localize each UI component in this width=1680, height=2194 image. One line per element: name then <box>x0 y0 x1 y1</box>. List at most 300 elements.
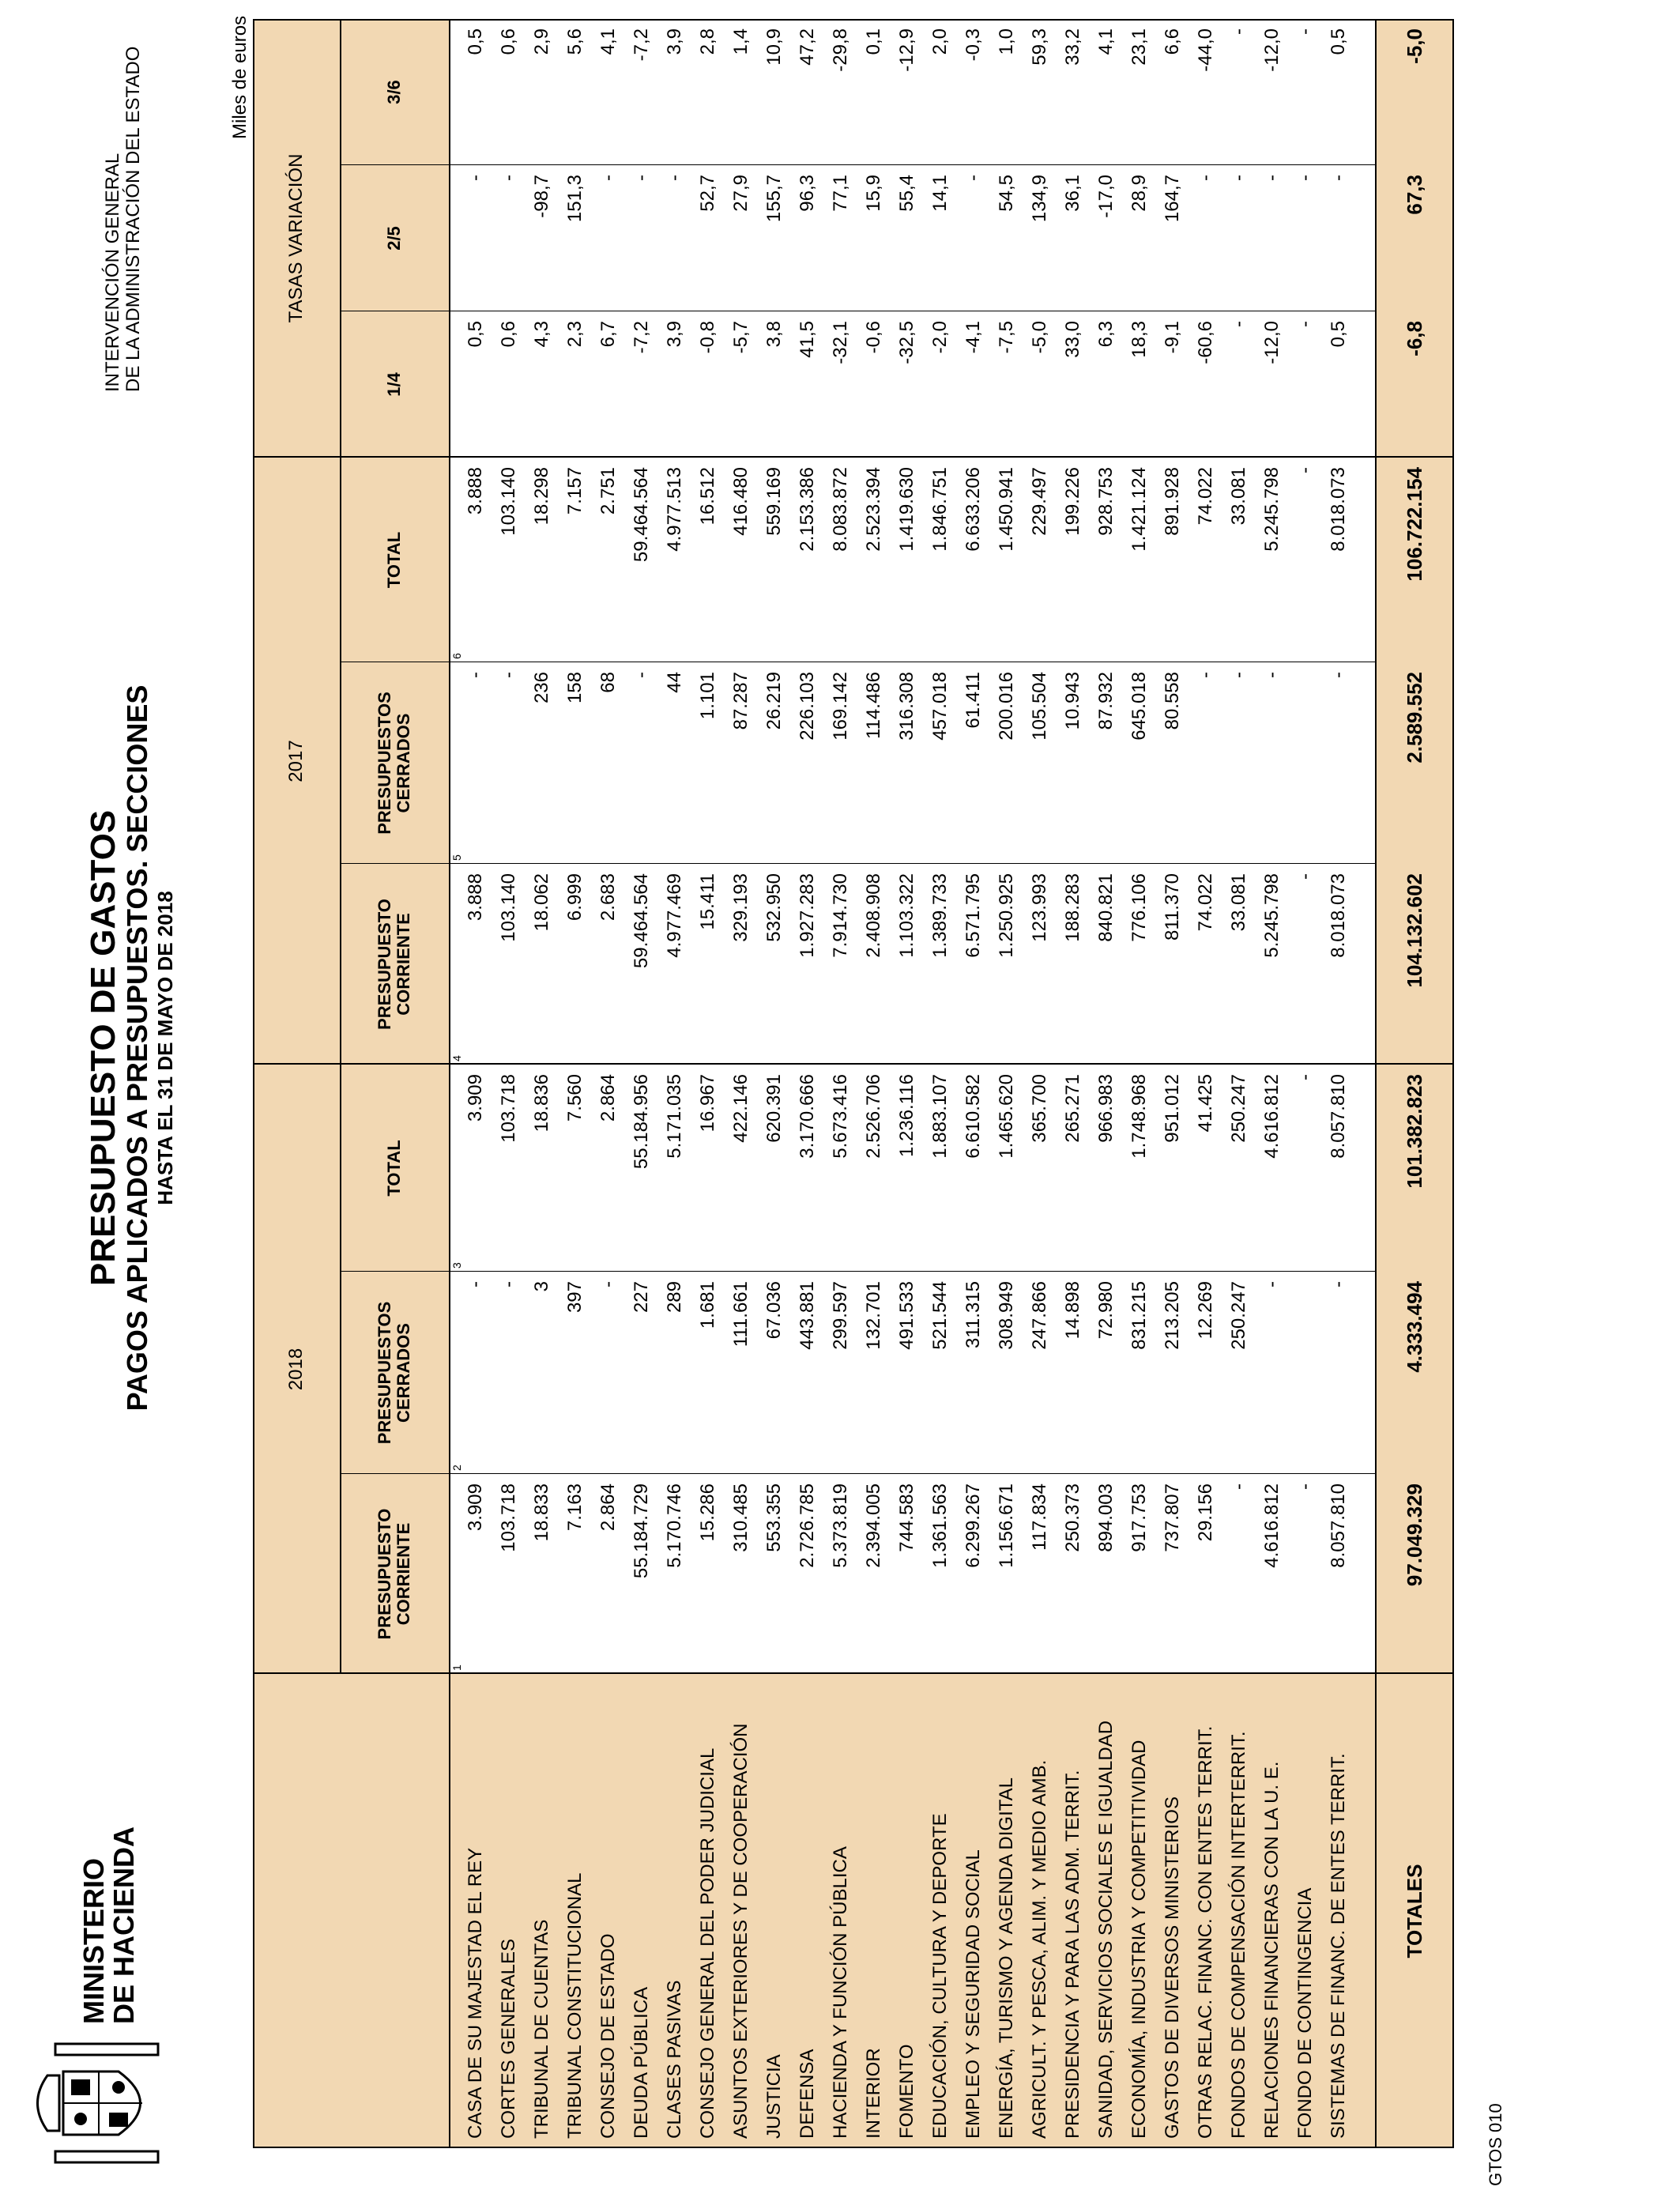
row-label: RELACIONES FINANCIERAS CON LA U. E. <box>1261 1761 1283 2139</box>
cell-value: 7.157 <box>564 467 586 515</box>
cell-value: 111.661 <box>730 1281 751 1348</box>
cell-value: 3.909 <box>465 1074 486 1122</box>
cell-value: - <box>498 175 519 181</box>
cell-value: 1.236.116 <box>896 1074 917 1157</box>
cell-value: 16.967 <box>697 1074 718 1133</box>
cell-value: -29,8 <box>830 28 851 72</box>
total-c4: 104.132.602 <box>1402 873 1426 988</box>
cell-value: 29.156 <box>1195 1483 1216 1542</box>
cell-value: 8.057.810 <box>1328 1483 1349 1568</box>
cell-value: 158 <box>564 672 586 704</box>
cell-value: - <box>631 175 652 181</box>
table-row <box>1323 19 1354 2148</box>
cell-value: 3,9 <box>664 321 685 348</box>
col-header-rate-2-5: 2/5 <box>384 226 404 251</box>
cell-value: 365.700 <box>1029 1074 1050 1143</box>
cell-value: 2.526.706 <box>863 1074 884 1159</box>
cell-value: 8.018.073 <box>1328 873 1349 958</box>
cell-value: 15,9 <box>863 175 884 212</box>
total-rate-3-6: -5,0 <box>1402 28 1426 64</box>
row-label: ENERGÍA, TURISMO Y AGENDA DIGITAL <box>996 1777 1017 2139</box>
intervention-block <box>103 47 144 392</box>
cell-value: - <box>664 175 685 181</box>
cell-value: 164,7 <box>1162 175 1183 223</box>
total-c1: 97.049.329 <box>1402 1483 1426 1587</box>
cell-value: 1,0 <box>996 28 1017 55</box>
cell-value: 397 <box>564 1281 586 1314</box>
cell-value: - <box>1328 175 1349 181</box>
cell-value: 2,9 <box>531 28 552 55</box>
row-label: CONSEJO DE ESTADO <box>597 1933 619 2139</box>
cell-value: 3 <box>531 1281 552 1292</box>
cell-value: 27,9 <box>730 175 751 212</box>
table-row <box>1256 19 1288 2148</box>
cell-value: 103.718 <box>498 1074 519 1143</box>
col-header-6: TOTAL <box>384 531 404 589</box>
cell-value: - <box>1294 873 1316 880</box>
cell-value: - <box>498 1281 519 1287</box>
cell-value: 7.163 <box>564 1483 586 1532</box>
cell-value: 1.846.751 <box>929 467 951 552</box>
cell-value: - <box>1228 175 1249 181</box>
cell-value: 7.914.730 <box>830 873 851 958</box>
cell-value: 840.821 <box>1095 873 1117 942</box>
group-rates: TASAS VARIACIÓN <box>285 153 307 323</box>
cell-value: 12.269 <box>1195 1281 1216 1340</box>
cell-value: 8.083.872 <box>830 467 851 552</box>
cell-value: 1.748.968 <box>1128 1074 1150 1159</box>
cell-value: 18,3 <box>1128 321 1150 358</box>
cell-value: 15.286 <box>697 1483 718 1542</box>
table-row <box>1057 19 1089 2148</box>
cell-value: 4,1 <box>597 28 619 55</box>
cell-value: 155,7 <box>763 175 785 223</box>
cell-value: 52,7 <box>697 175 718 212</box>
cell-value: 311.315 <box>962 1281 984 1348</box>
cell-value: 2.683 <box>597 873 619 922</box>
cell-value: 236 <box>531 672 552 704</box>
cell-value: 55,4 <box>896 175 917 212</box>
cell-value: 74.022 <box>1195 467 1216 526</box>
cell-value: 6.299.267 <box>962 1483 984 1568</box>
cell-value: - <box>1294 175 1316 181</box>
cell-value: 737.807 <box>1162 1483 1183 1552</box>
row-label: ECONOMÍA, INDUSTRIA Y COMPETITIVIDAD <box>1128 1740 1150 2139</box>
cell-value: 0,1 <box>863 28 884 55</box>
data-table <box>253 19 1454 2148</box>
cell-value: 299.597 <box>830 1281 851 1350</box>
cell-value: - <box>1195 672 1216 678</box>
cell-value: -32,5 <box>896 321 917 364</box>
cell-value: 6.610.582 <box>962 1074 984 1159</box>
cell-value: 59.464.564 <box>631 467 652 563</box>
table-row <box>991 19 1023 2148</box>
row-label: FONDO DE CONTINGENCIA <box>1294 1887 1316 2139</box>
cell-value: 117.834 <box>1029 1483 1050 1551</box>
cell-value: 0,6 <box>498 321 519 348</box>
cell-value: 310.485 <box>730 1483 751 1552</box>
cell-value: 132.701 <box>863 1281 884 1350</box>
cell-value: 114.486 <box>863 672 884 739</box>
cell-value: 1.156.671 <box>996 1483 1017 1568</box>
cell-value: - <box>1228 1483 1249 1490</box>
cell-value: -7,2 <box>631 321 652 354</box>
cell-value: 54,5 <box>996 175 1017 212</box>
cell-value: - <box>1294 321 1316 327</box>
cell-value: 8.018.073 <box>1328 467 1349 552</box>
table-row <box>460 19 492 2148</box>
cell-value: - <box>631 672 652 678</box>
cell-value: 96,3 <box>797 175 818 212</box>
cell-value: 33.081 <box>1228 873 1249 932</box>
cell-value: 329.193 <box>730 873 751 942</box>
total-rate-2-5: 67,3 <box>1402 175 1426 215</box>
cell-value: - <box>1294 28 1316 35</box>
cell-value: 6,7 <box>597 321 619 348</box>
cell-value: -2,0 <box>929 321 951 354</box>
cell-value: 55.184.729 <box>631 1483 652 1579</box>
cell-value: 80.558 <box>1162 672 1183 730</box>
cell-value: 41,5 <box>797 321 818 358</box>
cell-value: - <box>597 175 619 181</box>
cell-value: 250.247 <box>1228 1281 1249 1350</box>
cell-value: 6.571.795 <box>962 873 984 958</box>
ministry-line1: MINISTERIO <box>77 1857 110 2024</box>
cell-value: 105.504 <box>1029 672 1050 741</box>
cell-value: 1.465.620 <box>996 1074 1017 1159</box>
cell-value: -5,7 <box>730 321 751 354</box>
cell-value: 0,5 <box>465 321 486 348</box>
cell-value: 169.142 <box>830 672 851 741</box>
cell-value: - <box>1228 321 1249 327</box>
cell-value: 67.036 <box>763 1281 785 1340</box>
cell-value: 18.298 <box>531 467 552 526</box>
col-index-5: 5 <box>450 854 463 861</box>
cell-value: 16.512 <box>697 467 718 526</box>
cell-value <box>1290 1281 1321 1474</box>
cell-value: - <box>1328 1281 1349 1287</box>
cell-value: 491.533 <box>896 1281 917 1350</box>
title-block <box>85 613 177 1483</box>
cell-value: 2.726.785 <box>797 1483 818 1568</box>
cell-value: 891.928 <box>1162 467 1183 536</box>
header-divider <box>449 19 450 2148</box>
cell-value: 532.950 <box>763 873 785 942</box>
col-header-3: TOTAL <box>384 1140 404 1197</box>
col-header-2: PRESUPUESTOS CERRADOS <box>375 1301 413 1445</box>
cell-value: 59.464.564 <box>631 873 652 969</box>
col-header-rate-3-6: 3/6 <box>384 80 404 104</box>
cell-value: 87.287 <box>730 672 751 730</box>
cell-value: 3.888 <box>465 873 486 922</box>
cell-value: 33,2 <box>1062 28 1083 66</box>
cell-value: 265.271 <box>1062 1074 1083 1143</box>
table-row <box>858 19 890 2148</box>
cell-value: 422.146 <box>730 1074 751 1143</box>
report-subtitle: PAGOS APLICADOS A PRESUPUESTOS. SECCIONES <box>121 684 153 1412</box>
cell-value: 2.864 <box>597 1074 619 1122</box>
col-index-1: 1 <box>450 1664 463 1671</box>
cell-value: - <box>465 672 486 678</box>
cell-value: -7,5 <box>996 321 1017 354</box>
cell-value: 59,3 <box>1029 28 1050 66</box>
table-row <box>1090 19 1122 2148</box>
intervention-line2: DE LA ADMINISTRACIÓN DEL ESTADO <box>122 46 144 392</box>
cell-value: 5,6 <box>564 28 586 55</box>
cell-value: - <box>1261 672 1283 678</box>
row-label: EDUCACIÓN, CULTURA Y DEPORTE <box>929 1813 951 2139</box>
cell-value: 951.012 <box>1162 1074 1183 1143</box>
row-label: CORTES GENERALES <box>498 1939 519 2139</box>
cell-value: 5.170.746 <box>664 1483 685 1568</box>
cell-value: 14,1 <box>929 175 951 212</box>
cell-value: -12,0 <box>1261 28 1283 72</box>
cell-value: 4.977.513 <box>664 467 685 552</box>
cell-value: -0,3 <box>962 28 984 62</box>
cell-value: 2,3 <box>564 321 586 348</box>
cell-value: -12,9 <box>896 28 917 72</box>
row-label: INTERIOR <box>863 2048 884 2139</box>
cell-value: 2,8 <box>697 28 718 55</box>
report-date: HASTA EL 31 DE MAYO DE 2018 <box>153 891 177 1205</box>
col-header-5: PRESUPUESTOS CERRADOS <box>375 692 413 835</box>
cell-value: 72.980 <box>1095 1281 1117 1340</box>
row-label: SANIDAD, SERVICIOS SOCIALES E IGUALDAD <box>1095 1720 1117 2139</box>
cell-value: 74.022 <box>1195 873 1216 932</box>
cell-value: 416.480 <box>730 467 751 536</box>
cell-value: 6,3 <box>1095 321 1117 348</box>
table-row <box>1290 19 1321 2148</box>
cell-value: -5,0 <box>1029 321 1050 354</box>
cell-value: 894.003 <box>1095 1483 1117 1552</box>
col-index-3: 3 <box>450 1262 463 1269</box>
cell-value: - <box>597 1281 619 1287</box>
cell-value: 250.247 <box>1228 1074 1249 1143</box>
cell-value: 289 <box>664 1281 685 1314</box>
cell-value: 247.866 <box>1029 1281 1050 1350</box>
intervention-line1: INTERVENCIÓN GENERAL <box>102 153 123 392</box>
table-row <box>1190 19 1222 2148</box>
row-label: FONDOS DE COMPENSACIÓN INTERTERRIT. <box>1228 1731 1249 2139</box>
cell-value: 33.081 <box>1228 467 1249 526</box>
cell-value: 44 <box>664 672 685 693</box>
table-row <box>725 19 757 2148</box>
total-rate-1-4: -6,8 <box>1402 321 1426 356</box>
group-2017: 2017 <box>285 740 307 782</box>
row-label: JUSTICIA <box>763 2054 785 2139</box>
report-title: PRESUPUESTO DE GASTOS <box>84 809 122 1287</box>
table-row <box>626 19 657 2148</box>
row-label: OTRAS RELAC. FINANC. CON ENTES TERRIT. <box>1195 1725 1216 2139</box>
cell-value: 6.633.206 <box>962 467 984 552</box>
cell-value: 199.226 <box>1062 467 1083 536</box>
cell-value: 553.355 <box>763 1483 785 1552</box>
cell-value: - <box>962 175 984 181</box>
cell-value: 4.616.812 <box>1261 1074 1283 1159</box>
group-2018: 2018 <box>285 1348 307 1391</box>
table-row <box>692 19 724 2148</box>
cell-value: - <box>498 672 519 678</box>
cell-value: 7.560 <box>564 1074 586 1122</box>
cell-value: 2.408.908 <box>863 873 884 958</box>
form-code: GTOS 010 <box>1486 2103 1505 2186</box>
border-top <box>253 19 254 2148</box>
row-label: CLASES PASIVAS <box>664 1980 685 2139</box>
table-row <box>559 19 591 2148</box>
table-row <box>593 19 624 2148</box>
cell-value: 103.140 <box>498 467 519 536</box>
row-label: ASUNTOS EXTERIORES Y DE COOPERACIÓN <box>730 1723 751 2139</box>
cell-value: 3.888 <box>465 467 486 515</box>
row-label: FOMENTO <box>896 2044 917 2139</box>
cell-value: 2.523.394 <box>863 467 884 552</box>
cell-value: 5.673.416 <box>830 1074 851 1159</box>
cell-value: 18.062 <box>531 873 552 932</box>
cell-value: 61.411 <box>962 672 984 729</box>
cell-value: - <box>1228 672 1249 678</box>
cell-value: 26.219 <box>763 672 785 730</box>
cell-value: 1,4 <box>730 28 751 55</box>
cell-value: 77,1 <box>830 175 851 212</box>
cell-value: 227 <box>631 1281 652 1314</box>
cell-value: 28,9 <box>1128 175 1150 212</box>
col-header-1: PRESUPUESTO CORRIENTE <box>375 1508 413 1640</box>
row-label: SISTEMAS DE FINANC. DE ENTES TERRIT. <box>1328 1753 1349 2139</box>
cell-value: 1.101 <box>697 672 718 720</box>
cell-value: 917.753 <box>1128 1483 1150 1552</box>
cell-value: 2.394.005 <box>863 1483 884 1568</box>
cell-value: -98,7 <box>531 175 552 218</box>
cell-value: 1.421.124 <box>1128 467 1150 552</box>
cell-value: - <box>465 175 486 181</box>
cell-value: 10.943 <box>1062 672 1083 730</box>
cell-value: 1.883.107 <box>929 1074 951 1159</box>
cell-value: 103.718 <box>498 1483 519 1552</box>
row-label: DEUDA PÚBLICA <box>631 1986 652 2139</box>
row-label: TRIBUNAL CONSTITUCIONAL <box>564 1872 586 2139</box>
cell-value: 14.898 <box>1062 1281 1083 1340</box>
cell-value: 151,3 <box>564 175 586 223</box>
cell-value: -12,0 <box>1261 321 1283 364</box>
cell-value: - <box>1294 1074 1316 1080</box>
cell-value: -32,1 <box>830 321 851 364</box>
group-divider <box>340 19 341 1674</box>
cell-value: 0,5 <box>1328 321 1349 348</box>
cell-value: 18.833 <box>531 1483 552 1542</box>
cell-value: 134,9 <box>1029 175 1050 223</box>
cell-value: - <box>465 1281 486 1287</box>
cell-value: 1.250.925 <box>996 873 1017 958</box>
cell-value: 6.999 <box>564 873 586 922</box>
col-index-2: 2 <box>450 1465 463 1471</box>
cell-value: 10,9 <box>763 28 785 66</box>
units-label: Miles de euros <box>229 15 250 139</box>
cell-value: 226.103 <box>797 672 818 741</box>
cell-value: 33,0 <box>1062 321 1083 358</box>
cell-value: 5.171.035 <box>664 1074 685 1159</box>
table-row <box>1124 19 1155 2148</box>
cell-value: -17,0 <box>1095 175 1117 218</box>
cell-value: 2,0 <box>929 28 951 55</box>
cell-value: 18.836 <box>531 1074 552 1133</box>
cell-value: 5.245.798 <box>1261 873 1283 958</box>
col-index-6: 6 <box>450 653 463 659</box>
cell-value: 308.949 <box>996 1281 1017 1350</box>
cell-value: 4,1 <box>1095 28 1117 55</box>
ministry-name <box>79 1826 139 2024</box>
cell-value: 5.245.798 <box>1261 467 1283 552</box>
table-row <box>925 19 956 2148</box>
cell-value: 3.909 <box>465 1483 486 1532</box>
cell-value: 928.753 <box>1095 467 1117 536</box>
row-label: TRIBUNAL DE CUENTAS <box>531 1919 552 2139</box>
cell-value: -60,6 <box>1195 321 1216 364</box>
cell-value: 0,6 <box>498 28 519 55</box>
cell-value: 4.977.469 <box>664 873 685 958</box>
totals-label: TOTALES <box>1402 1864 1426 1958</box>
table-row <box>792 19 823 2148</box>
cell-value: 23,1 <box>1128 28 1150 66</box>
cell-value: - <box>1328 672 1349 678</box>
cell-value: - <box>1261 1281 1283 1287</box>
cell-value: 744.583 <box>896 1483 917 1552</box>
cell-value: 47,2 <box>797 28 818 66</box>
table-row <box>493 19 525 2148</box>
table-row <box>659 19 691 2148</box>
cell-value: 5.373.819 <box>830 1483 851 1568</box>
row-label: CASA DE SU MAJESTAD EL REY <box>465 1847 486 2139</box>
cell-value: 645.018 <box>1128 672 1150 741</box>
cell-value: 316.308 <box>896 672 917 741</box>
row-label: HACIENDA Y FUNCIÓN PÚBLICA <box>830 1846 851 2139</box>
cell-value: 4,3 <box>531 321 552 348</box>
coat-of-arms-logo <box>24 2036 174 2170</box>
cell-value: 2.751 <box>597 467 619 515</box>
table-row <box>1024 19 1056 2148</box>
col-header-rate-1-4: 1/4 <box>384 372 404 397</box>
cell-value: 188.283 <box>1062 873 1083 942</box>
cell-value: 68 <box>597 672 619 693</box>
cell-value: 831.215 <box>1128 1281 1150 1350</box>
cell-value: 41.425 <box>1195 1074 1216 1133</box>
cell-value: 15.411 <box>697 873 718 930</box>
cell-value: 811.370 <box>1162 873 1183 941</box>
cell-value: 2.153.386 <box>797 467 818 552</box>
table-row <box>1157 19 1188 2148</box>
cell-value: 966.983 <box>1095 1074 1117 1143</box>
cell-value: 620.391 <box>763 1074 785 1143</box>
cell-value: 457.018 <box>929 672 951 741</box>
row-label: PRESIDENCIA Y PARA LAS ADM. TERRIT. <box>1062 1770 1083 2139</box>
cell-value: 3,8 <box>763 321 785 348</box>
row-label: GASTOS DE DIVERSOS MINISTERIOS <box>1162 1796 1183 2139</box>
cell-value: 1.103.322 <box>896 873 917 958</box>
total-c2: 4.333.494 <box>1402 1281 1426 1373</box>
cell-value: 103.140 <box>498 873 519 942</box>
total-c3: 101.382.823 <box>1402 1074 1426 1189</box>
cell-value: -7,2 <box>631 28 652 62</box>
col-index-4: 4 <box>450 1055 463 1061</box>
cell-value: - <box>1261 175 1283 181</box>
cell-value: -44,0 <box>1195 28 1216 72</box>
cell-value: 3,9 <box>664 28 685 55</box>
cell-value: 521.544 <box>929 1281 951 1350</box>
cell-value: 4.616.812 <box>1261 1483 1283 1568</box>
cell-value: 1.389.733 <box>929 873 951 958</box>
cell-value: - <box>1195 175 1216 181</box>
cell-value: 443.881 <box>797 1281 818 1350</box>
table-row <box>759 19 790 2148</box>
